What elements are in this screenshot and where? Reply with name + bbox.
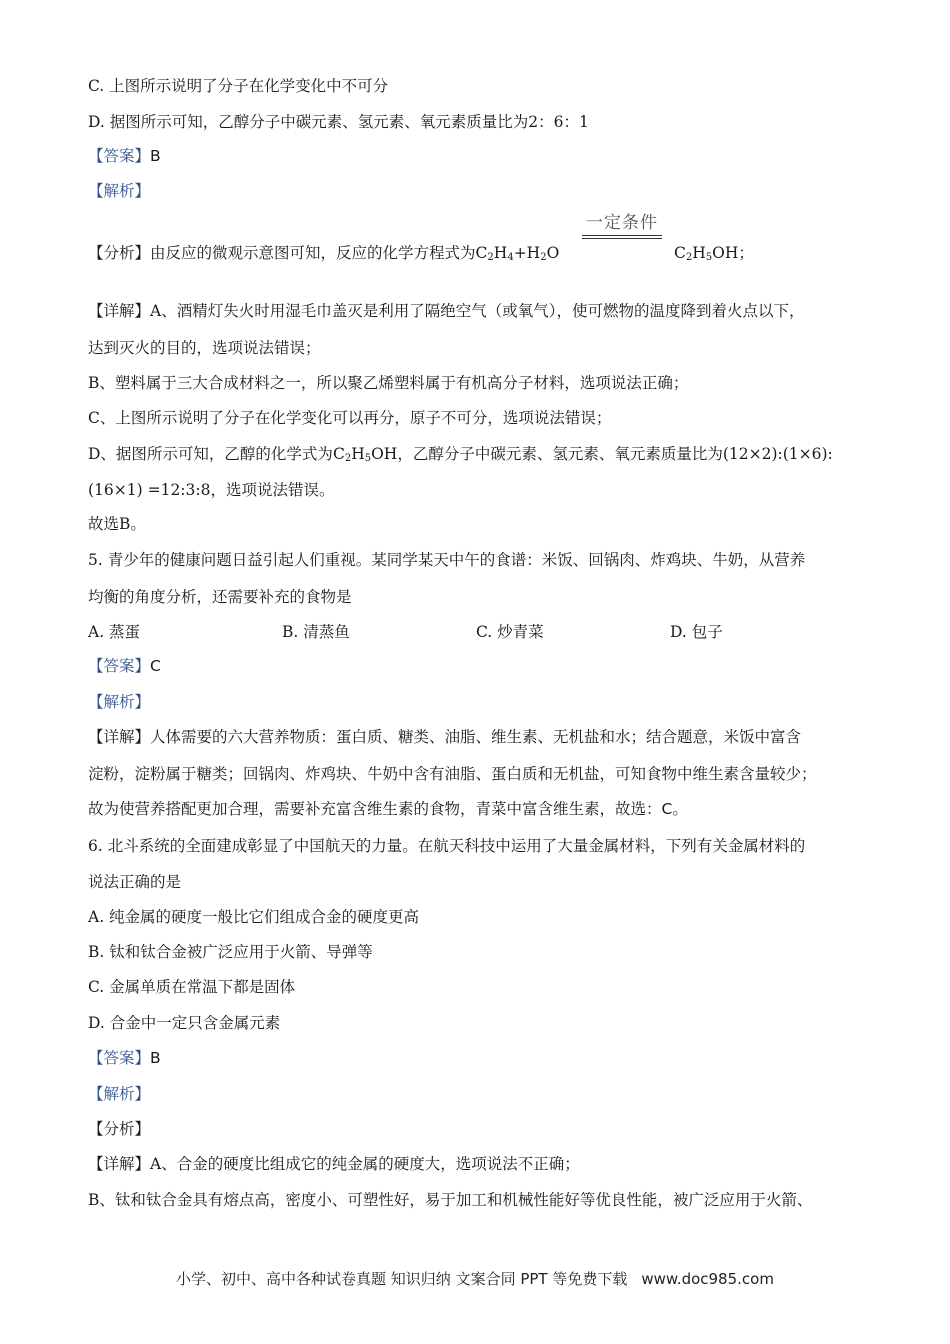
q5-stem-1: 5. 青少年的健康问题日益引起人们重视。某同学某天中午的食谱：米饭、回锅肉、炸鸡块、牛奶，从营养 (88, 551, 806, 569)
q6-answer (88, 1047, 161, 1069)
equals-bar-top (582, 235, 662, 236)
q5-answer (88, 655, 161, 677)
answer-value: B (150, 147, 161, 165)
answer-tag: 【答案】 (88, 657, 151, 675)
q6-detail-b: B、钛和钛合金具有熔点高，密度小、可塑性好，易于加工和机械性能好等优良性能，被广泛应用于火箭、 (88, 1191, 813, 1209)
q4-answer (88, 145, 161, 167)
q5-detail-2: 淀粉，淀粉属于糖类；回锅肉、炸鸡块、牛奶中含有油脂、蛋白质和无机盐，可知食物中维生素含量较少； (88, 765, 817, 783)
q4-equation-line (88, 212, 848, 262)
q4-option-c: C. 上图所示说明了分子在化学变化中不可分 (88, 77, 389, 95)
q6-stem-2: 说法正确的是 (88, 873, 182, 891)
q6-detail-a: 【详解】A、合金的硬度比组成它的纯金属的硬度大，选项说法不正确； (88, 1155, 580, 1173)
answer-tag: 【答案】 (88, 1049, 151, 1067)
q5-option-c: C. 炒青菜 (476, 623, 544, 641)
q4-detail-d1: D、据图所示可知，乙醇的化学式为$C_2H_5OH$，乙醇分子中碳元素、氢元素、氧元素质量比为(12×2):(1×6): (88, 445, 833, 464)
q4-option-d: D. 据图所示可知，乙醇分子中碳元素、氢元素、氧元素质量比为2：6：1 (88, 113, 589, 131)
q6-option-a: A. 纯金属的硬度一般比它们组成合金的硬度更高 (88, 908, 420, 926)
q4-detail-d2: (16×1) =12:3:8，选项说法错误。 (88, 481, 335, 499)
q5-option-d: D. 包子 (670, 623, 723, 641)
q4-analysis-tag: 【解析】 (88, 182, 151, 200)
q4-detail-a1: 【详解】A、酒精灯失火时用湿毛巾盖灭是利用了隔绝空气（或氧气），使可燃物的温度降到着火点以下， (88, 302, 805, 320)
equation-product: $C_2H_5OH$； (674, 244, 754, 263)
answer-value: C (150, 657, 161, 675)
q5-option-b: B. 清蒸鱼 (282, 623, 350, 641)
q5-detail-3: 故为使营养搭配更加合理，需要补充富含维生素的食物，青菜中富含维生素，故选：C。 (88, 800, 688, 818)
detail-tag: 【详解】 (88, 302, 151, 320)
fenxi-text: 由反应的微观示意图可知，反应的化学方程式为 (150, 244, 476, 262)
q4-detail-a2: 达到灭火的目的，选项说法错误； (88, 339, 321, 357)
q4-detail-b: B、塑料属于三大合成材料之一，所以聚乙烯塑料属于有机高分子材料，选项说法正确； (88, 374, 689, 392)
footer-url[interactable]: www.doc985.com (641, 1270, 774, 1288)
q4-conclusion: 故选B。 (88, 515, 146, 533)
page-footer (0, 1268, 950, 1289)
q6-option-d: D. 合金中一定只含金属元素 (88, 1014, 281, 1032)
answer-tag: 【答案】 (88, 147, 151, 165)
q5-analysis-tag: 【解析】 (88, 693, 151, 711)
q6-option-c: C. 金属单质在常温下都是固体 (88, 978, 296, 996)
answer-value: B (150, 1049, 161, 1067)
q4-analysis-text: 【分析】由反应的微观示意图可知，反应的化学方程式为$C_2H_4+H_2O$ (88, 244, 560, 263)
q6-fenxi-tag: 【分析】 (88, 1120, 151, 1138)
q5-option-a: A. 蒸蛋 (88, 623, 141, 641)
footer-text: 小学、初中、高中各种试卷真题 知识归纳 文案合同 PPT 等免费下载 (176, 1270, 628, 1288)
equals-bar-bottom (582, 238, 662, 239)
q6-analysis-tag: 【解析】 (88, 1085, 151, 1103)
q5-stem-2: 均衡的角度分析，还需要补充的食物是 (88, 588, 352, 606)
detail-tag: 【详解】 (88, 728, 151, 746)
q5-detail-1: 【详解】人体需要的六大营养物质：蛋白质、糖类、油脂、维生素、无机盐和水；结合题意，米饭中富含 (88, 728, 802, 746)
q6-stem-1: 6. 北斗系统的全面建成彰显了中国航天的力量。在航天科技中运用了大量金属材料，下列有关金属材料的 (88, 837, 806, 855)
q4-detail-c: C、上图所示说明了分子在化学变化可以再分，原子不可分，选项说法错误； (88, 409, 612, 427)
q6-option-b: B. 钛和钛合金被广泛应用于火箭、导弹等 (88, 943, 373, 961)
condition-text: 一定条件 (586, 213, 658, 233)
reaction-condition (582, 212, 662, 239)
detail-tag: 【详解】 (88, 1155, 151, 1173)
fenxi-tag: 【分析】 (88, 244, 151, 262)
